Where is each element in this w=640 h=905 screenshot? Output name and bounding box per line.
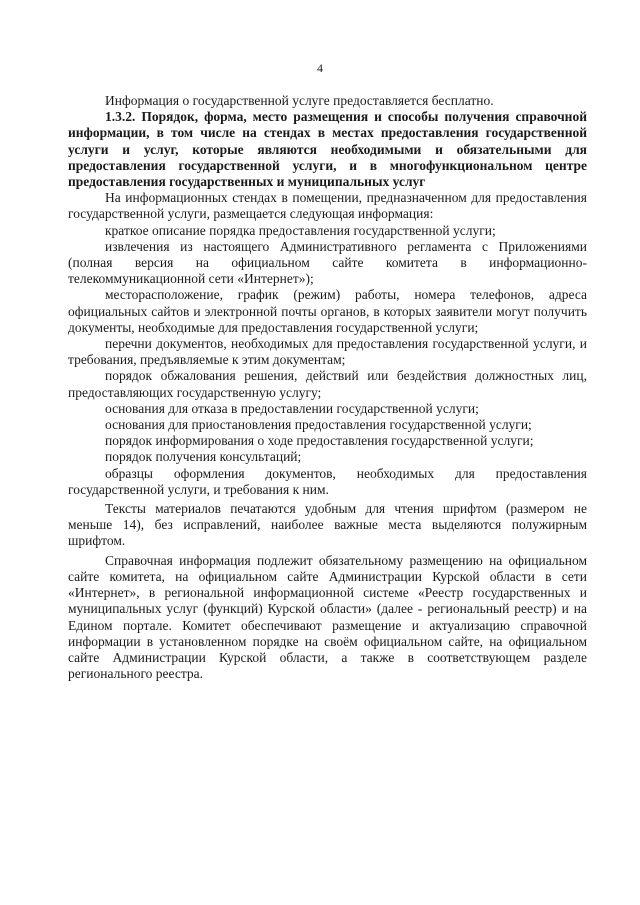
list-item-locations-schedule: месторасположение, график (режим) работы, номера телефонов, адреса официальных сайтов и электронной почты органов, в которых заявители могут получить документы, необходимые для предоставления государственной услуги; [68,287,587,335]
list-item-documents-list: перечни документов, необходимых для предоставления государственной услуги, и требования, предъявляемые к этим документам; [68,336,587,368]
list-item-appeal-procedure: порядок обжалования решения, действий или бездействия должностных лиц, предоставляющих государственную услугу; [68,368,587,400]
list-item-refusal-grounds: основания для отказа в предоставлении государственной услуги; [105,400,479,416]
list-item-suspension-grounds: основания для приостановления предоставления государственной услуги; [105,417,532,433]
page-number: 4 [317,61,323,75]
list-item-regulation-extracts: извлечения из настоящего Административного регламента с Приложениями (полная версия на официальном сайте комитета в информационно-телекоммуникационной сети «Интернет»); [68,238,587,287]
paragraph-stands-intro: На информационных стендах в помещении, предназначенном для предоставления государственной услуги, размещается следующая информация: [68,190,587,222]
list-item-progress-informing: порядок информирования о ходе предоставления государственной услуги; [105,433,534,449]
paragraph-free-of-charge: Информация о государственной услуге предоставляется бесплатно. [105,93,494,108]
list-item-document-samples: образцы оформления документов, необходимых для предоставления государственной услуги, и требования к ним. [68,465,587,497]
list-item-short-description: краткое описание порядка предоставления государственной услуги; [105,222,496,238]
document-body [68,93,587,682]
list-item-consultations: порядок получения консультаций; [105,449,302,465]
paragraph-font-requirements: Тексты материалов печатаются удобным для чтения шрифтом (размером не меньше 14), без исправлений, наиболее важные места выделяются полужирным шрифтом. [68,501,587,549]
section-heading-1-3-2: 1.3.2. Порядок, форма, место размещения и способы получения справочной информации, в том числе на стендах в местах предоставления государственной услуги и услуг, которые являются необходимыми и обязательными для предоставления государственной услуги, и в многофункциональном центре предоставления государственных и муниципальных услуг [68,109,587,190]
paragraph-reference-info-placement: Справочная информация подлежит обязательному размещению на официальном сайте комитета, на официальном сайте Администрации Курской области в сети «Интернет», в региональной информационной системе «Реестр государственных и муниципальных услуг (функций) Курской области» (далее - региональный реестр) и на Едином портале. Комитет обеспечивают размещение и актуализацию справочной информации в установленном порядке на своём официальном сайте, на официальном сайте Администрации Курской области, а также в соответствующем разделе регионального реестра. [68,552,587,682]
